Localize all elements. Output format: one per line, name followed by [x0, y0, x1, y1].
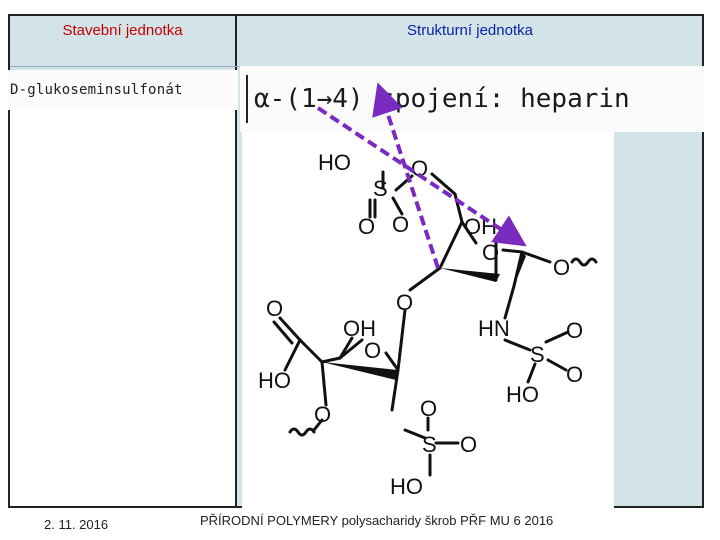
- atom-label: HO: [318, 150, 351, 175]
- footer-date: 2. 11. 2016: [44, 517, 109, 532]
- wavy-chain-end: [572, 259, 596, 265]
- wedge-bond: [322, 362, 398, 380]
- atom-label: O: [364, 338, 382, 363]
- bond: [398, 310, 405, 370]
- atom-label: HN: [478, 316, 510, 341]
- atom-label: S: [530, 342, 545, 367]
- atom-label: HO: [506, 382, 539, 407]
- bond: [410, 268, 440, 290]
- atom-label: OH: [464, 214, 497, 239]
- linkage-arrow-c4: [380, 90, 438, 268]
- atom-label: OH: [343, 316, 376, 341]
- atom-label: O: [266, 296, 284, 321]
- atom-label: HO: [258, 368, 291, 393]
- atom-label: O: [314, 402, 332, 427]
- atom-label: S: [422, 432, 437, 457]
- bond: [280, 318, 300, 340]
- atom-label: O: [392, 212, 410, 237]
- footer-course-title: PŘÍRODNÍ POLYMERY polysacharidy škrob PŘF MU 6 2016: [200, 513, 554, 528]
- bond: [322, 362, 326, 405]
- atom-label: O: [460, 432, 478, 457]
- atom-label: O: [420, 396, 438, 421]
- header-building-unit: Stavební jednotka: [62, 22, 183, 39]
- bond: [322, 358, 340, 362]
- bond: [300, 340, 322, 362]
- wedge-bond: [440, 268, 500, 282]
- atom-label: O: [553, 255, 571, 280]
- handwritten-compound-name: D-glukoseminsulfonát: [8, 70, 238, 110]
- atom-label: O: [358, 214, 376, 239]
- atom-label: HO: [390, 474, 423, 499]
- atom-label: O: [396, 290, 414, 315]
- bond: [455, 194, 462, 222]
- bond: [386, 353, 398, 370]
- bond: [505, 340, 530, 350]
- bond: [522, 252, 550, 262]
- header-structural-unit: Strukturní jednotka: [407, 22, 533, 39]
- bond: [274, 322, 292, 343]
- bond: [546, 332, 568, 342]
- atom-label: O: [566, 362, 584, 387]
- atom-label: O: [566, 318, 584, 343]
- bond: [548, 360, 566, 370]
- bond: [503, 250, 522, 252]
- bond: [440, 222, 462, 268]
- atom-label: S: [373, 176, 388, 201]
- bond: [505, 286, 514, 318]
- handwritten-linkage-text: α-(1→4) spojení: heparin: [254, 84, 630, 114]
- bond: [285, 340, 300, 370]
- atom-label: O: [411, 156, 429, 181]
- atom-label: O: [482, 240, 500, 265]
- wavy-chain-end: [290, 429, 314, 435]
